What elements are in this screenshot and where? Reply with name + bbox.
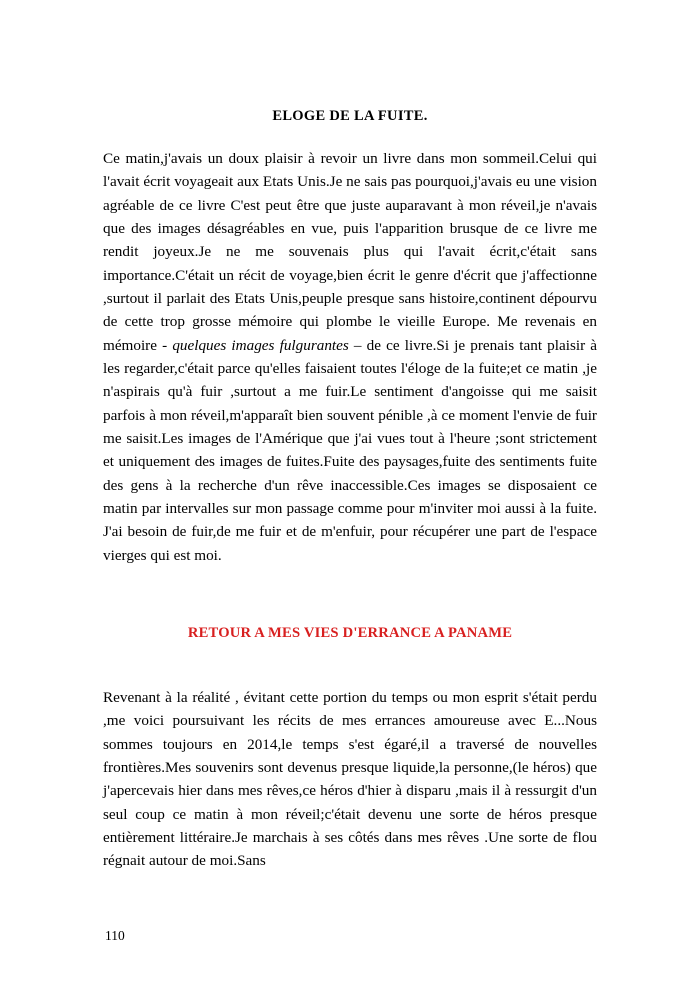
paragraph-eloge-de-la-fuite (103, 147, 597, 567)
page-number: 110 (105, 928, 125, 943)
page-title: ELOGE DE LA FUITE. (272, 108, 428, 124)
page-content (103, 108, 597, 873)
section-heading-retour-a-mes-vies-derrance: RETOUR A MES VIES D'ERRANCE A PANAME (187, 624, 513, 641)
paragraph-retour-a-paname: Revenant à la réalité , évitant cette portion du temps ou mon esprit s'était perdu ,me voici poursuivant les récits de mes errances amoureuse avec E...Nous sommes toujours en 2014,le temps s'est égaré,il a traversé de nouvelles frontières.Mes souvenirs sont devenus presque liquide,la personne,(le héros) que j'apercevais hier dans mes rêves,ce héros d'hier à disparu ,mais il à ressurgit d'un seul coup ce matin à mon réveil;c'était devenu une sorte de héros presque entièrement littéraire.Je marchais à ses côtés dans mes rêves .Une sorte de flou régnait autour de moi.Sans (103, 688, 597, 870)
paragraph-text-part-1: Ce matin,j'avais un doux plaisir à revoir un livre dans mon sommeil.Celui qui l'avait écrit voyageait aux Etats Unis.Je ne sais pas pourquoi,j'avais eu une vision agréable de ce livre C'est peut être que juste auparavant à mon réveil,je n'avais que des images désagréables en vue, puis l'apparition brusque de ce livre me rendit joyeux.Je ne me souvenais plus qui l'avait écrit,c'était sans importance.C'était un récit de voyage,bien écrit le genre d'écrit que j'affectionne ,surtout il parlait des Etats Unis,peuple presque sans histoire,continent dépourvu de cette trop grosse mémoire qui plombe le vieille Europe. Me revenais en mémoire - (103, 150, 597, 354)
paragraph-text-part-2: – de ce livre.Si je prenais tant plaisir à les regarder,c'était parce qu'elles faisaient toutes l'éloge de la fuite;et ce matin ,je n'aspirais qu'à fuir ,surtout a me fuir.Le sentiment d'angoisse qui me saisit parfois à mon réveil,m'apparaît bien souvent pénible ,à ce moment l'envie de fuir me saisit.Les images de l'Amérique que j'ai vues tout à l'heure ;sont strictement et uniquement des images de fuites.Fuite des paysages,fuite des sentiments fuite des gens à la recherche d'un rêve inaccessible.Ces images se disposaient ce matin par intervalles sur mon passage comme pour m'inviter moi aussi à la fuite. J'ai besoin de fuir,de me fuir et de m'enfuir, pour récupérer une part de l'espace vierges qui est moi. (103, 336, 598, 564)
paragraph-italic-phrase: quelques images fulgurantes (172, 336, 349, 354)
